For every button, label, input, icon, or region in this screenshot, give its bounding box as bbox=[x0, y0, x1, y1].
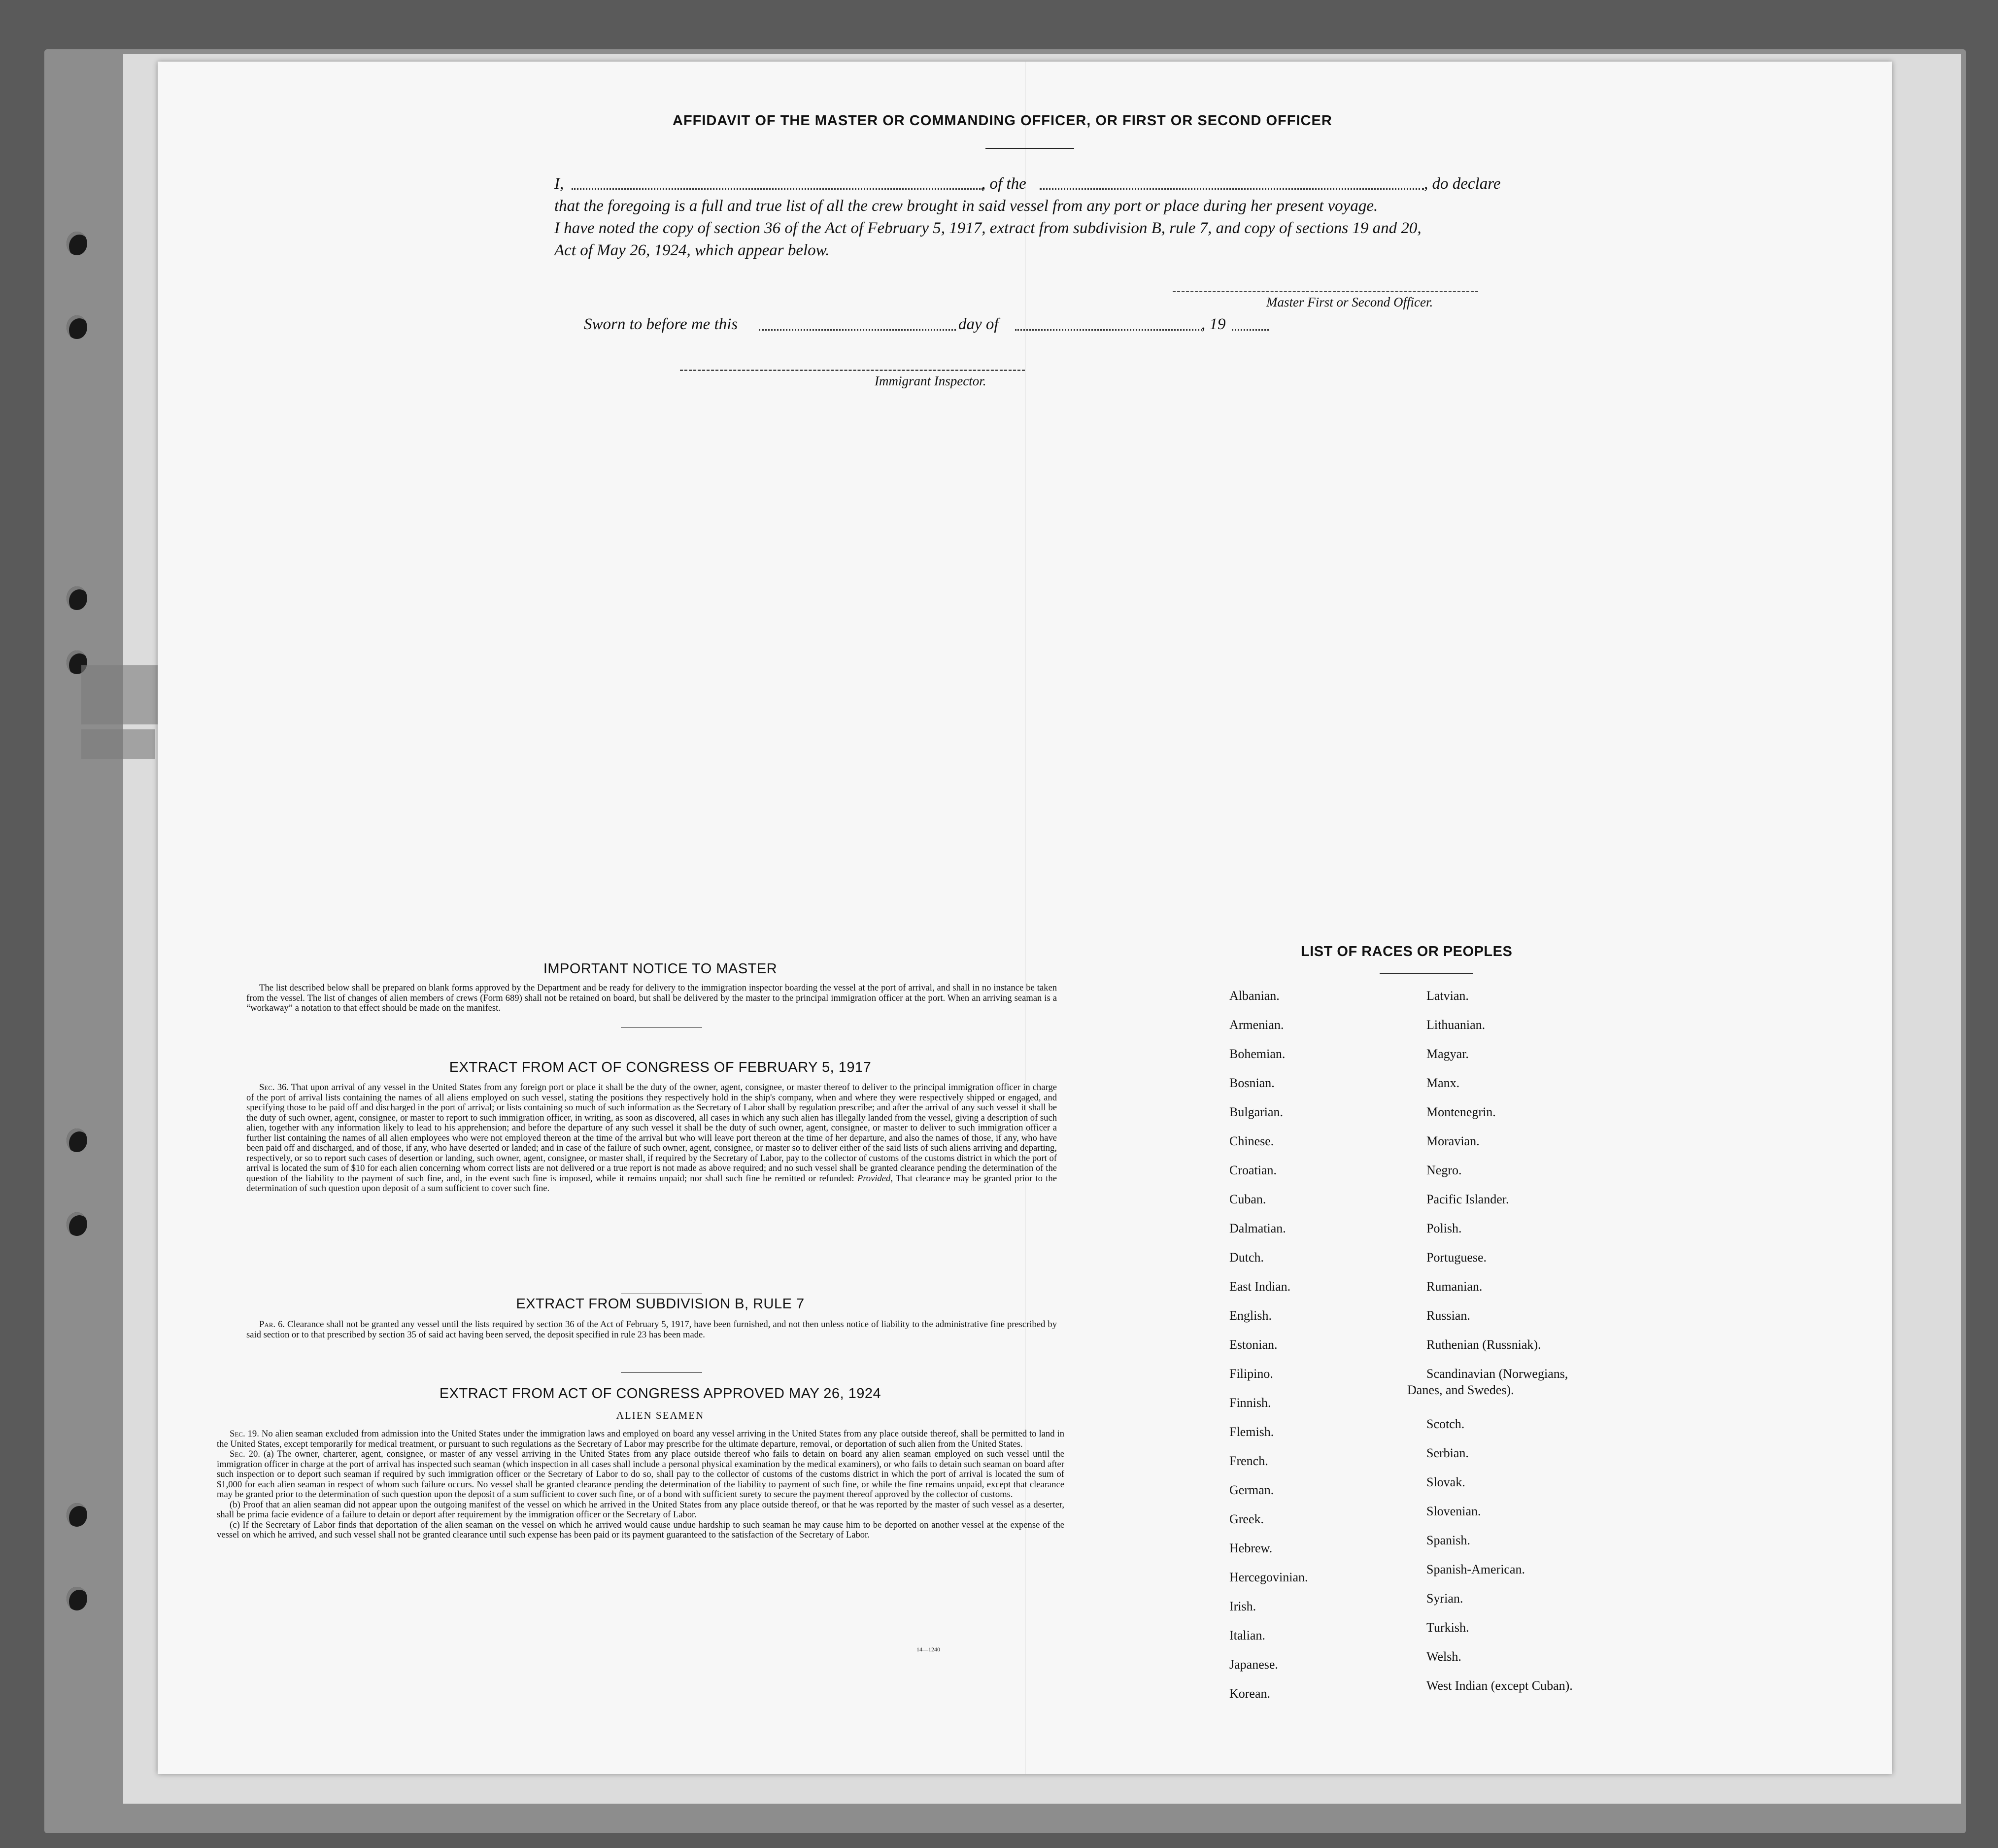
race-item: Welsh. bbox=[1426, 1649, 1461, 1664]
sec-20b-text: (b) Proof that an alien seaman did not appear upon the outgoing manifest of the vessel on which he arrived in the United States from any place outside thereof, or that he was reported by the master of such vessel as a deserter, shall be prima facie evidence of a failure to detain or deport after requirement by the immigration officer or the Secretary of Labor. bbox=[217, 1499, 1064, 1520]
sec-36-label: Sec. 36. bbox=[259, 1082, 289, 1093]
extract-1924-body bbox=[217, 1429, 1064, 1540]
sec-19-text: No alien seaman excluded from admission into the United States under the immigration laws and employed on board any vessel arriving in the United States from any place outside thereof, shall be permitted to land in the United States, except temporarily for medical treatment, or pursuant to such regulations as the Secretary of Labor may prescribe for the ultimate departure, removal, or deportation of such alien from the United States. bbox=[217, 1429, 1065, 1449]
title-rule bbox=[985, 148, 1074, 149]
sworn-label: Sworn to before me this bbox=[584, 315, 738, 333]
name-field-line bbox=[572, 188, 983, 190]
race-item: Finnish. bbox=[1229, 1396, 1271, 1410]
race-item: Chinese. bbox=[1229, 1134, 1274, 1148]
race-item: Japanese. bbox=[1229, 1657, 1278, 1672]
officer-signature-line bbox=[1173, 291, 1478, 292]
race-item: Bohemian. bbox=[1229, 1047, 1286, 1061]
extract-1924-title: EXTRACT FROM ACT OF CONGRESS APPROVED MAY 26, 1924 bbox=[439, 1386, 881, 1402]
race-item: Greek. bbox=[1229, 1512, 1264, 1526]
race-item: Croatian. bbox=[1229, 1163, 1277, 1177]
race-item: Hercegovinian. bbox=[1229, 1570, 1308, 1584]
race-item: Scandinavian (Norwegians, bbox=[1426, 1367, 1568, 1381]
tape-mark bbox=[81, 729, 155, 759]
sec-20a-text: (a) The owner, charterer, agent, consignee, or master of any vessel arriving in the United States from any place outside thereof who fails to detain on board any alien seaman employed on such vessel until the immigration officer in charge at the port of arrival has inspected such seaman (which inspection in all cases shall include a personal physical examination by the medical examiners), or who fails to detain such seaman on board after such inspection or to deport such seaman if required by such immigration officer or the Secretary of Labor to do so, shall pay to the collector of customs of the customs district in which the port of arrival is located the sum of $1,000 for each alien seaman in respect of whom such failure occurs. No vessel shall be granted clearance pending the determination of the liability to payment of such fine, or while the fine remains unpaid, except that clearance may be granted prior to the determination of such question upon the deposit of a sum sufficient to cover such fine, or of a bond with sufficient surety to secure the payment thereof approved by the collector of customs. bbox=[217, 1449, 1065, 1500]
race-item: Lithuanian. bbox=[1426, 1018, 1486, 1032]
race-item: English. bbox=[1229, 1308, 1272, 1323]
binder-hole bbox=[67, 1129, 87, 1152]
race-item: Russian. bbox=[1426, 1308, 1470, 1323]
race-item: Syrian. bbox=[1426, 1591, 1463, 1606]
race-item: Hebrew. bbox=[1229, 1541, 1273, 1555]
sworn-month-line bbox=[1015, 329, 1202, 331]
race-item: German. bbox=[1229, 1483, 1274, 1497]
race-item: Spanish-American. bbox=[1426, 1562, 1525, 1576]
provided-word: Provided, bbox=[857, 1173, 893, 1184]
affidavit-of-the-label: , of the bbox=[982, 175, 1026, 193]
affidavit-line-4: Act of May 26, 1924, which appear below. bbox=[554, 241, 830, 259]
race-item: Albanian. bbox=[1229, 989, 1280, 1003]
extract-rule7-body bbox=[246, 1320, 1057, 1340]
par-6-text: Clearance shall not be granted any vessel until the lists required by section 36 of the Act of February 5, 1917, have been furnished, and not then unless notice of liability to the administrative fine prescribed by said section or to that prescribed by section 35 of said act having been served, the deposit specified in rule 23 has been made. bbox=[246, 1319, 1057, 1340]
affidavit-i-label: I, bbox=[554, 175, 564, 193]
notice-body bbox=[246, 983, 1057, 1014]
extract-1917-title: EXTRACT FROM ACT OF CONGRESS OF FEBRUARY 5, 1917 bbox=[449, 1060, 872, 1075]
race-item: West Indian (except Cuban). bbox=[1426, 1678, 1573, 1693]
race-item: Flemish. bbox=[1229, 1425, 1274, 1439]
race-item: Filipino. bbox=[1229, 1367, 1273, 1381]
inspector-signature-line bbox=[680, 370, 1025, 371]
year-prefix: , 19 bbox=[1201, 315, 1226, 333]
affidavit-line-3: I have noted the copy of section 36 of the Act of February 5, 1917, extract from subdivision B, rule 7, and copy of sections 19 and 20, bbox=[554, 219, 1422, 237]
affidavit-title: AFFIDAVIT OF THE MASTER OR COMMANDING OFFICER, OR FIRST OR SECOND OFFICER bbox=[673, 113, 1332, 129]
alien-seamen-subtitle: ALIEN SEAMEN bbox=[616, 1409, 705, 1421]
notice-text: The list described below shall be prepared on blank forms approved by the Department and be ready for delivery to the immigration inspector boarding the vessel at the port of arrival, and shall in no instance be taken from the vessel. The list of changes of alien members of crews (Form 689) shall not be retained on board, but shall be delivered by the master to the principal immigration officer at the port. When an arriving seaman is a “workaway” a notation to that effect should be made on the manifest. bbox=[246, 983, 1057, 1013]
race-item: Dutch. bbox=[1229, 1250, 1264, 1265]
race-item: Slovak. bbox=[1426, 1475, 1465, 1489]
race-item: Latvian. bbox=[1426, 989, 1469, 1003]
race-item: Korean. bbox=[1229, 1686, 1271, 1701]
binder-hole bbox=[67, 586, 87, 610]
affidavit-do-declare: , do declare bbox=[1424, 175, 1501, 193]
sec-20-label: Sec. 20. bbox=[230, 1449, 260, 1459]
affidavit-line-2: that the foregoing is a full and true list of all the crew brought in said vessel from any port or place during her present voyage. bbox=[554, 197, 1378, 215]
races-title-rule bbox=[1380, 973, 1473, 974]
binder-hole bbox=[67, 232, 87, 255]
binder-hole bbox=[67, 1587, 87, 1610]
race-item: Scotch. bbox=[1426, 1417, 1465, 1431]
binder-hole bbox=[67, 1212, 87, 1236]
officer-label: Master First or Second Officer. bbox=[1266, 295, 1433, 309]
race-item: French. bbox=[1229, 1454, 1268, 1468]
sec-20c-text: (c) If the Secretary of Labor finds that deportation of the alien seaman on the vessel on which he arrived would cause undue hardship to such seaman he may cause him to be deported on another vessel at the expense of the vessel on which he arrived, and such vessel shall not be granted clearance until such expense has been paid or its payment guaranteed to the satisfaction of the Secretary of Labor. bbox=[217, 1519, 1064, 1540]
race-item: Ruthenian (Russniak). bbox=[1426, 1337, 1541, 1352]
race-item: Bulgarian. bbox=[1229, 1105, 1284, 1119]
par-6-label: Par. 6. bbox=[259, 1319, 285, 1330]
race-item: Estonian. bbox=[1229, 1337, 1278, 1352]
notice-title: IMPORTANT NOTICE TO MASTER bbox=[543, 961, 778, 977]
race-item: Spanish. bbox=[1426, 1533, 1470, 1547]
vessel-field-line bbox=[1040, 188, 1424, 190]
race-item: Serbian. bbox=[1426, 1446, 1469, 1460]
race-item: Turkish. bbox=[1426, 1620, 1469, 1635]
races-title: LIST OF RACES OR PEOPLES bbox=[1301, 944, 1513, 959]
binder-hole bbox=[67, 1503, 87, 1527]
section-rule bbox=[621, 1372, 702, 1373]
race-item: Negro. bbox=[1426, 1163, 1462, 1177]
extract-1917-body bbox=[246, 1083, 1057, 1194]
race-item: Irish. bbox=[1229, 1599, 1256, 1613]
race-item: East Indian. bbox=[1229, 1279, 1291, 1294]
sec-19-label: Sec. 19. bbox=[230, 1429, 259, 1439]
tape-mark bbox=[81, 665, 165, 724]
race-item: Cuban. bbox=[1229, 1192, 1266, 1206]
race-item: Italian. bbox=[1229, 1628, 1265, 1643]
year-line bbox=[1232, 329, 1269, 331]
race-item: Montenegrin. bbox=[1426, 1105, 1496, 1119]
sec-36-text-end: That clearance may be granted prior to the determination of such question upon deposit of a sum sufficient to cover such fine. bbox=[246, 1173, 1057, 1194]
race-item: Manx. bbox=[1426, 1076, 1460, 1090]
day-of-label: day of bbox=[958, 315, 999, 333]
form-number: 14—1240 bbox=[916, 1646, 940, 1653]
sworn-day-line bbox=[759, 329, 956, 331]
race-item: Polish. bbox=[1426, 1221, 1462, 1235]
race-item: Magyar. bbox=[1426, 1047, 1469, 1061]
race-item: Armenian. bbox=[1229, 1018, 1284, 1032]
section-rule bbox=[621, 1027, 702, 1028]
race-scandinavian-continued: Danes, and Swedes). bbox=[1407, 1383, 1514, 1397]
sec-36-text: That upon arrival of any vessel in the United States from any foreign port or place it shall be the duty of the owner, agent, consignee, or master thereof to deliver to the principal immigration officer in charge of the port of arrival lists containing the names of all aliens employed on such vessel, stating the positions they respectively hold in the ship's company, when and where they were respectively shipped or engaged, and specifying those to be paid off and discharged in the port of arrival; or lists containing so much of such information as the Secretary of Labor shall by regulation prescribe; and after the arrival of any such vessel it shall be the duty of such owner, agent, consignee, or master to report to such immigration officer, in writing, as soon as discovered, all cases in which any such alien has illegally landed from the vessel, giving a description of such alien, together with any information likely to lead to his apprehension; and before the departure of any such vessel it shall be the duty of such owner, agent, consignee, or master to deliver to such immigration officer a further list containing the names of all alien employees who were not employed thereon at the time of the arrival but who will leave port thereon at the time of her departure, and also the names of those, if any, who have been paid off and discharged, and of those, if any, who have deserted or landed; and in case of the failure of such owner, agent, consignee, or master so to deliver either of the said lists of such aliens arriving and departing, respectively, or so to report such cases of desertion or landing, such owner, agent, consignee, or master shall, if required by the Secretary of Labor, pay to the collector of customs of the customs district in which the port of arrival is located the sum of $10 for each alien concerning whom correct lists are not delivered or a true report is not made as above required; and no such vessel shall be granted clearance pending the determination of the question of the liability to the payment of such fine, and, in the event such fine is imposed, while it remains unpaid; nor shall such fine be remitted or refunded: bbox=[246, 1082, 1057, 1184]
document-page bbox=[158, 62, 1892, 1774]
race-item: Rumanian. bbox=[1426, 1279, 1483, 1294]
extract-rule7-title: EXTRACT FROM SUBDIVISION B, RULE 7 bbox=[516, 1296, 805, 1312]
race-item: Bosnian. bbox=[1229, 1076, 1275, 1090]
race-item: Moravian. bbox=[1426, 1134, 1480, 1148]
binder-hole bbox=[67, 315, 87, 339]
race-item: Pacific Islander. bbox=[1426, 1192, 1509, 1206]
race-item: Dalmatian. bbox=[1229, 1221, 1286, 1235]
race-item: Slovenian. bbox=[1426, 1504, 1481, 1518]
race-item: Portuguese. bbox=[1426, 1250, 1487, 1265]
inspector-label: Immigrant Inspector. bbox=[875, 374, 986, 388]
